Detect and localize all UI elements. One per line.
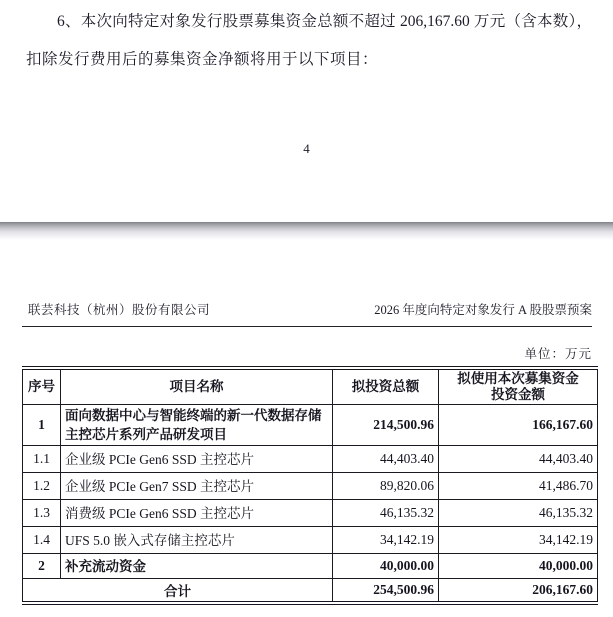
cell-raised: 166,167.60: [439, 405, 598, 446]
cell-name: 企业级 PCIe Gen6 SSD 主控芯片: [61, 446, 333, 473]
running-header-title: 2026 年度向特定对象发行 A 股股票预案: [374, 303, 592, 317]
page-separator: [0, 222, 613, 240]
cell-raised: 206,167.60: [439, 579, 598, 604]
cell-name: 消费级 PCIe Gen6 SSD 主控芯片: [61, 500, 333, 527]
header-raised: [439, 368, 598, 405]
cell-no: 1: [23, 405, 61, 446]
table-row-project-1: [23, 405, 598, 446]
table-row-project-1-1: [23, 446, 598, 473]
cell-total: 44,403.40: [333, 446, 439, 473]
cell-no: 2: [23, 554, 61, 579]
table-row-project-2: [23, 554, 598, 579]
table-header-row: [23, 368, 598, 405]
cell-total: 214,500.96: [333, 405, 439, 446]
header-no: 序号: [23, 368, 61, 405]
cell-total-label: 合计: [23, 579, 333, 604]
page-number: 4: [303, 141, 310, 156]
cell-total: 34,142.19: [333, 527, 439, 554]
cell-total: 254,500.96: [333, 579, 439, 604]
cell-raised: 34,142.19: [439, 527, 598, 554]
fundraising-paragraph-line2: 扣除发行费用后的募集资金净额将用于以下项目：: [26, 51, 379, 68]
cell-raised: 44,403.40: [439, 446, 598, 473]
cell-no: 1.2: [23, 473, 61, 500]
table-row-project-1-4: [23, 527, 598, 554]
header-raised-line1: 拟使用本次募集资金: [457, 371, 579, 386]
running-header: [22, 300, 592, 327]
header-name: 项目名称: [61, 368, 333, 405]
table-row-total: [23, 579, 598, 604]
projects-table: [22, 366, 598, 605]
cell-total: 46,135.32: [333, 500, 439, 527]
unit-note: 单位：万元: [524, 347, 592, 361]
fundraising-paragraph-line1: 6、本次向特定对象发行股票募集资金总额不超过 206,167.60 万元（含本数），: [57, 13, 592, 30]
cell-name: 企业级 PCIe Gen7 SSD 主控芯片: [61, 473, 333, 500]
table-row-project-1-3: [23, 500, 598, 527]
cell-raised: 41,486.70: [439, 473, 598, 500]
cell-raised: 46,135.32: [439, 500, 598, 527]
cell-no: 1.4: [23, 527, 61, 554]
cell-raised: 40,000.00: [439, 554, 598, 579]
cell-total: 89,820.06: [333, 473, 439, 500]
header-total: 拟投资总额: [333, 368, 439, 405]
header-raised-line2: 投资金额: [491, 387, 545, 402]
cell-no: 1.3: [23, 500, 61, 527]
cell-name: UFS 5.0 嵌入式存储主控芯片: [61, 527, 333, 554]
cell-name: 补充流动资金: [61, 554, 333, 579]
cell-no: 1.1: [23, 446, 61, 473]
table-row-project-1-2: [23, 473, 598, 500]
running-header-company: 联芸科技（杭州）股份有限公司: [28, 303, 211, 317]
cell-total: 40,000.00: [333, 554, 439, 579]
cell-name: 面向数据中心与智能终端的新一代数据存储主控芯片系列产品研发项目: [61, 405, 333, 446]
